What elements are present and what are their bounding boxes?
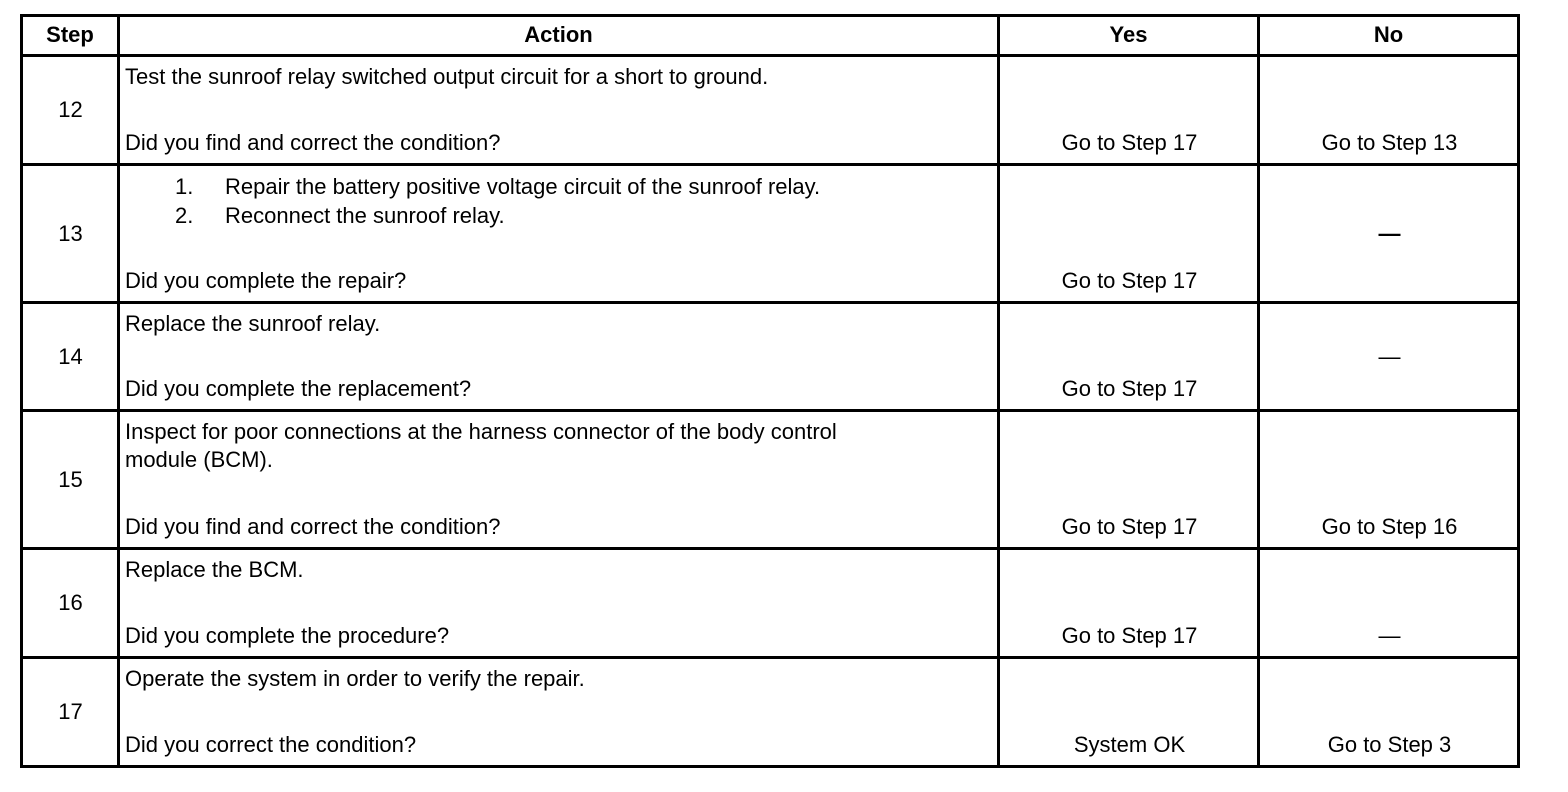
step-number: 13 (58, 220, 83, 246)
step-number: 16 (58, 590, 83, 615)
action-text: Replace the sunroof relay. (125, 311, 381, 336)
table-border-bottom (20, 765, 1520, 768)
header-no: No (1373, 22, 1404, 47)
no-cell: Go to Step 13 (1321, 130, 1458, 155)
diagnostic-table (20, 14, 1520, 768)
no-dash: — (1378, 220, 1401, 246)
yes-cell: Go to Step 17 (1061, 268, 1198, 293)
action-cell (125, 418, 995, 541)
action-text: Test the sunroof relay switched output circuit for a short to ground. (125, 64, 769, 89)
action-question: Did you complete the repair? (125, 268, 407, 293)
action-cell (125, 556, 995, 650)
action-question: Did you find and correct the condition? (125, 130, 501, 155)
action-cell (125, 665, 995, 759)
action-question: Did you find and correct the condition? (125, 514, 501, 539)
no-cell: Go to Step 16 (1321, 514, 1458, 539)
action-text: Inspect for poor connections at the harness connector of the body control (125, 419, 837, 444)
table-row (20, 659, 1520, 765)
action-question: Did you correct the condition? (125, 732, 417, 757)
no-cell (1261, 166, 1518, 301)
header-action: Action (524, 22, 593, 47)
no-cell: — (1378, 623, 1401, 648)
list-item-number: 1. (175, 174, 194, 199)
action-text: module (BCM). (125, 447, 273, 472)
list-item (125, 172, 995, 201)
action-text: Replace the BCM. (125, 557, 304, 582)
table-row (20, 550, 1520, 656)
no-dash: — (1378, 343, 1401, 369)
action-cell (125, 172, 995, 295)
table-row (20, 304, 1520, 409)
table-row (20, 412, 1520, 547)
yes-cell: Go to Step 17 (1061, 623, 1198, 648)
no-cell: Go to Step 3 (1327, 732, 1452, 757)
step-number: 14 (58, 343, 83, 369)
step-number: 12 (58, 97, 83, 122)
yes-cell: Go to Step 17 (1061, 376, 1198, 401)
header-step: Step (46, 22, 94, 47)
list-item-text: Repair the battery positive voltage circuit of the sunroof relay. (225, 174, 821, 199)
yes-cell: Go to Step 17 (1061, 514, 1198, 539)
action-question: Did you complete the procedure? (125, 623, 450, 648)
yes-cell: Go to Step 17 (1061, 130, 1198, 155)
list-item (125, 201, 995, 230)
no-cell (1261, 304, 1518, 409)
header-yes: Yes (1109, 22, 1148, 47)
action-text: Operate the system in order to verify the repair. (125, 666, 585, 691)
table-row (20, 57, 1520, 163)
action-question: Did you complete the replacement? (125, 376, 472, 401)
action-cell (125, 310, 995, 403)
action-steps-list (125, 172, 995, 230)
list-item-text: Reconnect the sunroof relay. (225, 203, 505, 228)
action-cell (125, 63, 995, 157)
yes-cell: System OK (1073, 732, 1186, 757)
table-row (20, 166, 1520, 301)
step-number: 15 (58, 466, 83, 492)
step-number: 17 (58, 699, 83, 724)
list-item-number: 2. (175, 203, 194, 228)
